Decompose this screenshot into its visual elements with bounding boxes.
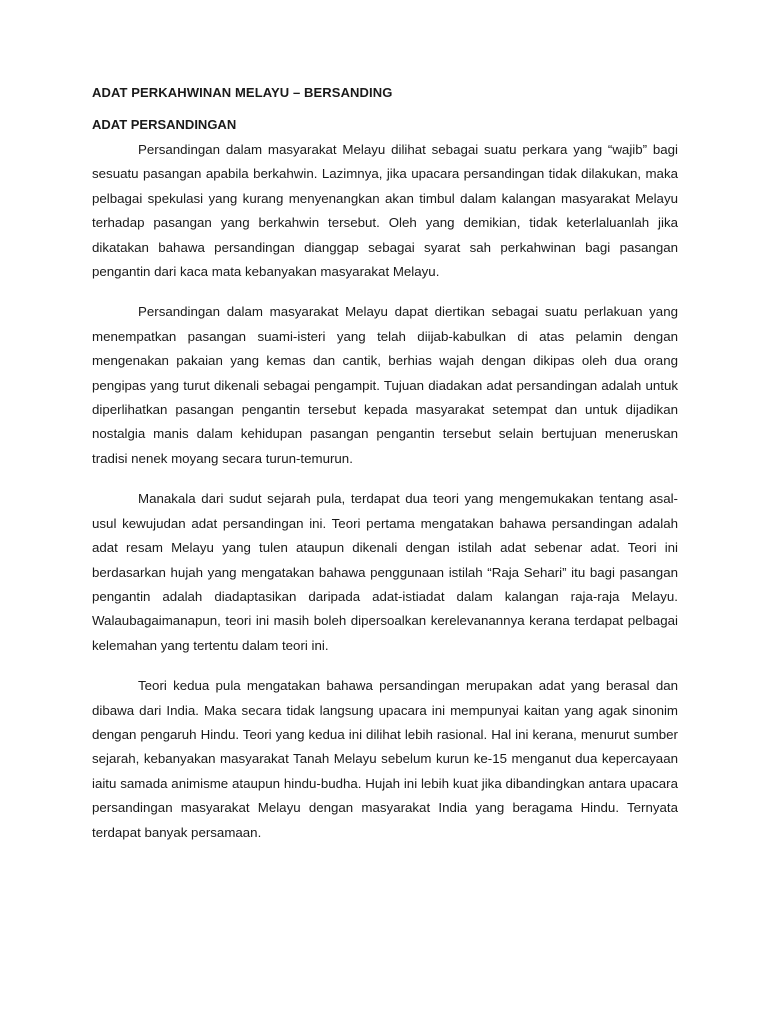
document-title: ADAT PERKAHWINAN MELAYU – BERSANDING <box>92 85 393 100</box>
paragraph-1: Persandingan dalam masyarakat Melayu dilihat sebagai suatu perkara yang “wajib” bagi sesuatu pasangan apabila berkahwin. Lazimnya, jika upacara persandingan tidak dilakukan, maka pelbagai spekulasi yang kurang menyenangkan akan timbul dalam kalangan masyarakat Melayu terhadap pasangan yang berkahwin tersebut. Oleh yang demikian, tidak keterlaluanlah jika dikatakan bahawa persandingan dianggap sebagai syarat sah perkahwinan bagi pasangan pengantin dari kaca mata kebanyakan masyarakat Melayu. <box>92 142 678 280</box>
paragraph-2: Persandingan dalam masyarakat Melayu dapat diertikan sebagai suatu perlakuan yang menempatkan pasangan suami-isteri yang telah diijab-kabulkan di atas pelamin dengan mengenakan pakaian yang kemas dan cantik, berhias wajah dengan dikipas oleh dua orang pengipas yang turut dikenali sebagai pengampit. Tujuan diadakan adat persandingan adalah untuk diperlihatkan pasangan pengantin tersebut kepada masyarakat setempat dan untuk dijadikan nostalgia manis dalam kehidupan pasangan pengantin tersebut selain bertujuan meneruskan tradisi nenek moyang secara turun-temurun. <box>92 304 678 466</box>
document-page <box>92 84 678 861</box>
paragraph-3: Manakala dari sudut sejarah pula, terdapat dua teori yang mengemukakan tentang asal-usul kewujudan adat persandingan ini. Teori pertama mengatakan bahawa persandingan adalah adat resam Melayu yang tulen ataupun dikenali dengan istilah adat sebenar adat. Teori ini berdasarkan hujah yang mengatakan bahawa penggunaan istilah “Raja Sehari” itu bagi pasangan pengantin adalah diadaptasikan daripada adat-istiadat dalam kalangan raja-raja Melayu. Walaubagaimanapun, teori ini masih boleh dipersoalkan kerelevanannya kerana terdapat pelbagai kelemahan yang tertentu dalam teori ini. <box>92 491 678 653</box>
section-heading: ADAT PERSANDINGAN <box>92 117 237 132</box>
paragraph-4: Teori kedua pula mengatakan bahawa persandingan merupakan adat yang berasal dan dibawa dari India. Maka secara tidak langsung upacara ini mempunyai kaitan yang agak sinonim dengan pengaruh Hindu. Teori yang kedua ini dilihat lebih rasional. Hal ini kerana, menurut sumber sejarah, kebanyakan masyarakat Tanah Melayu sebelum kurun ke-15 menganut dua kepercayaan iaitu samada animisme ataupun hindu-budha. Hujah ini lebih kuat jika dibandingkan antara upacara persandingan masyarakat Melayu dengan masyarakat India yang beragama Hindu. Ternyata terdapat banyak persamaan. <box>92 678 678 840</box>
